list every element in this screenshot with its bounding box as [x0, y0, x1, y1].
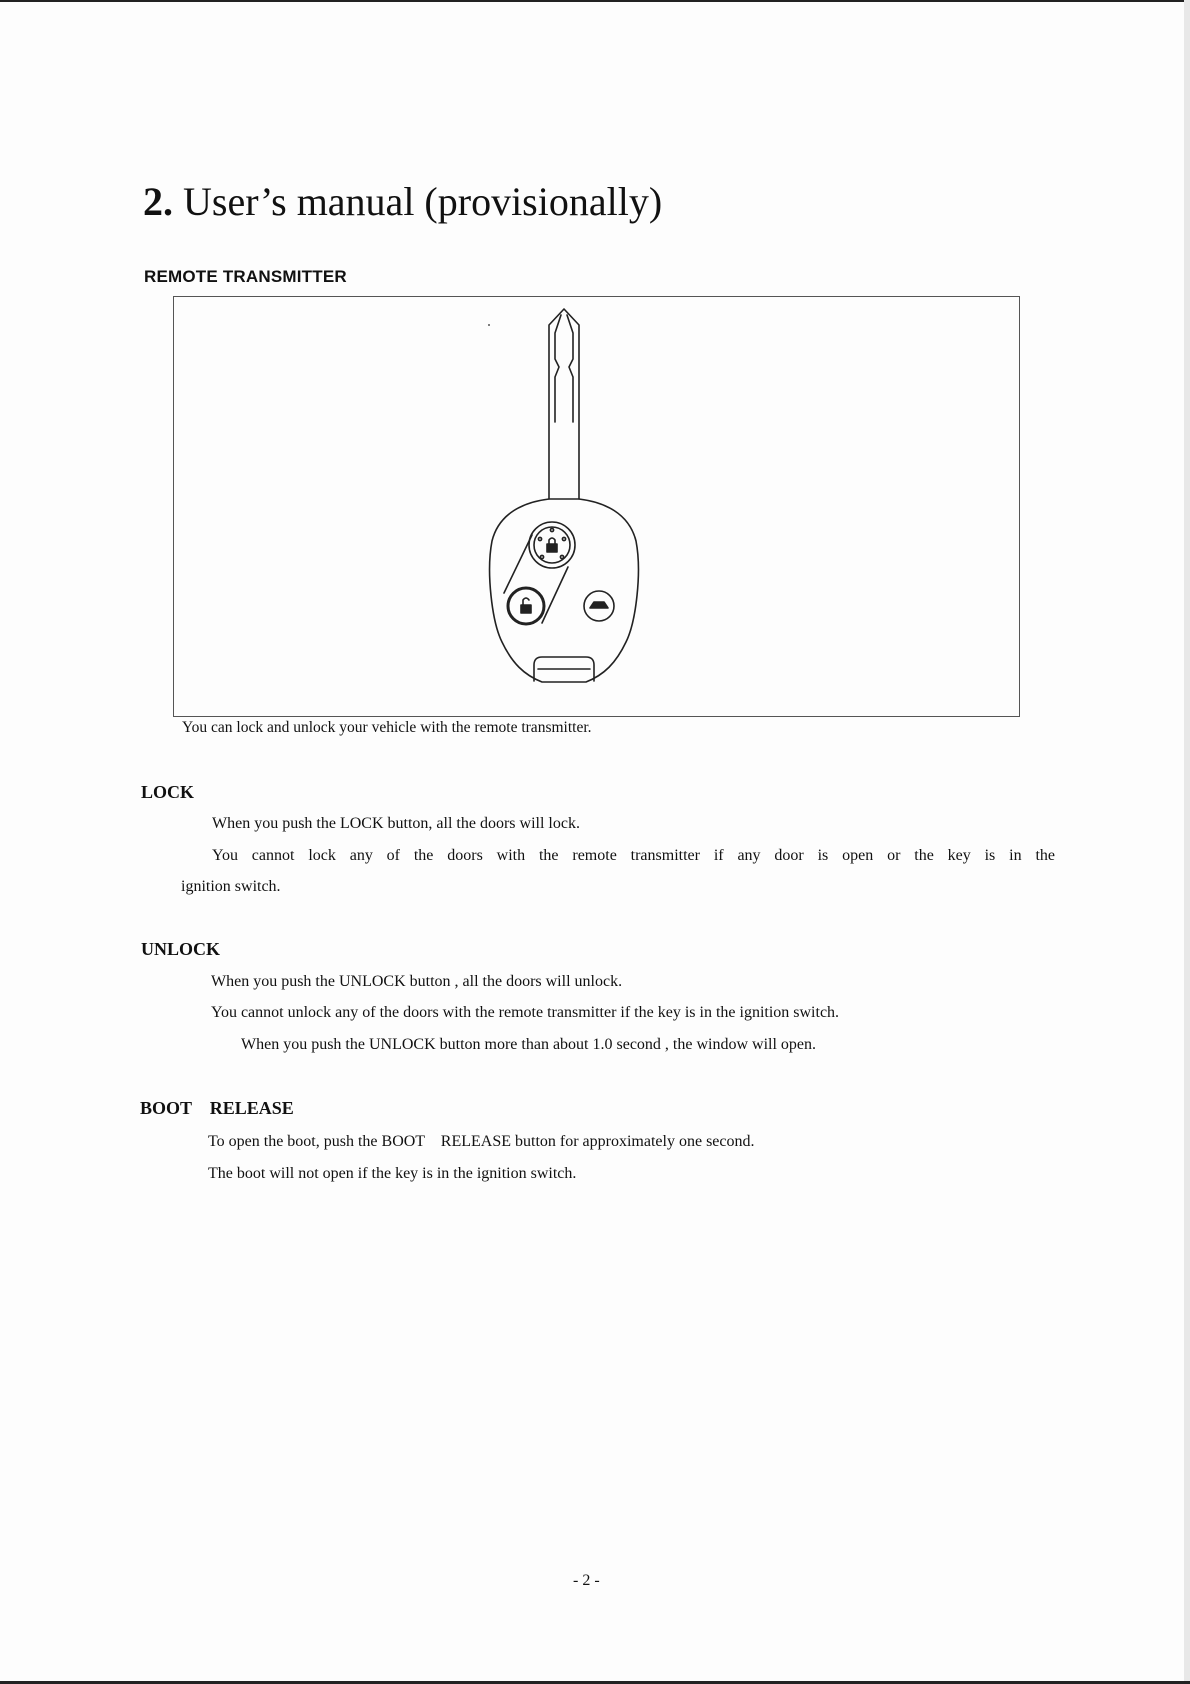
unlock-button-icon	[508, 588, 544, 624]
remote-transmitter-figure	[173, 296, 1020, 717]
title-number: 2.	[143, 179, 173, 224]
unlock-heading: UNLOCK	[141, 939, 221, 959]
lock-heading: LOCK	[141, 782, 195, 802]
key-fob-illustration	[174, 297, 1021, 718]
lock-button-icon	[529, 522, 575, 568]
unlock-line-3: When you push the UNLOCK button more than about 1.0 second , the window will open.	[241, 1036, 817, 1053]
lock-line-3: ignition switch.	[181, 878, 281, 895]
boot-release-button-icon	[584, 591, 614, 621]
lock-line-2: You cannot lock any of the doors with the remote transmitter if any door is open or the key is in the	[212, 847, 1055, 864]
unlock-line-2: You cannot unlock any of the doors with the remote transmitter if the key is in the ignition switch.	[211, 1004, 840, 1021]
figure-caption: You can lock and unlock your vehicle with the remote transmitter.	[182, 719, 592, 736]
scan-edge-right	[1184, 0, 1190, 1684]
page-number: - 2 -	[573, 1572, 600, 1589]
scan-edge-top	[0, 0, 1190, 2]
boot-line-2: The boot will not open if the key is in the ignition switch.	[208, 1165, 577, 1182]
lock-line-1: When you push the LOCK button, all the doors will lock.	[212, 815, 580, 832]
title-text: User’s manual (provisionally)	[183, 179, 663, 224]
boot-line-1: To open the boot, push the BOOT RELEASE button for approximately one second.	[208, 1133, 755, 1150]
section-label: REMOTE TRANSMITTER	[144, 267, 347, 286]
key-blade-icon	[549, 309, 579, 499]
unlock-line-1: When you push the UNLOCK button , all the doors will unlock.	[211, 973, 623, 990]
page-title	[143, 178, 662, 225]
fob-body	[490, 499, 639, 682]
boot-release-heading: BOOT RELEASE	[140, 1098, 294, 1118]
